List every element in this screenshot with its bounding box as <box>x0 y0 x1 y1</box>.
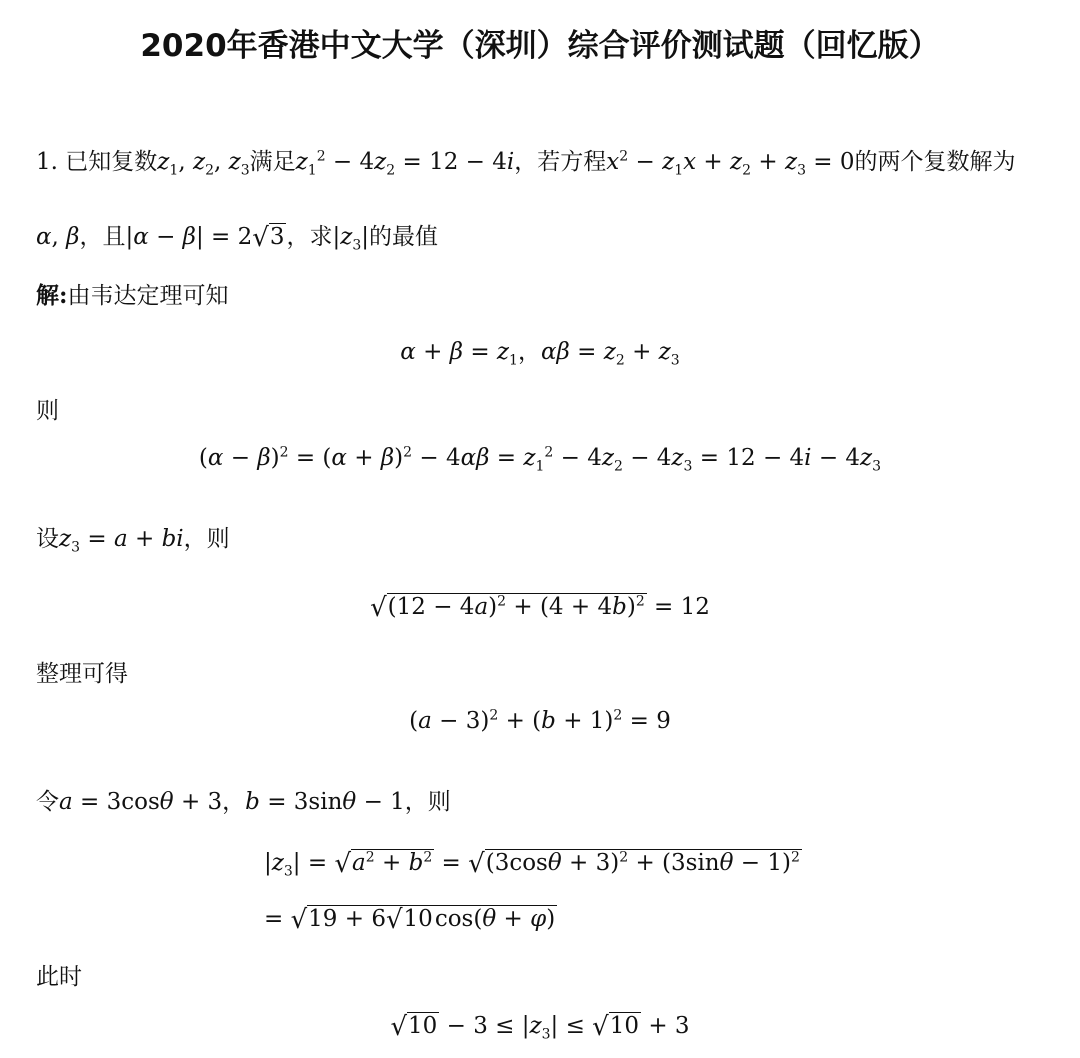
text-at-this: 此时 <box>36 964 82 990</box>
problem-given: 满足 <box>249 149 296 175</box>
problem-ask-tail: 的最值 <box>369 224 439 250</box>
text-parameterization: 令a = 3cosθ + 3，b = 3sinθ − 1，则 <box>36 789 451 815</box>
equation-modulus: $√(12 - 4a)^2 + (4 + 4b)^2 = 12$ <box>370 593 710 623</box>
param-then-label: ，则 <box>404 789 451 815</box>
equation-z3-modulus-1: $|z_3| = √a^2 + b^2 = √(3\cos\theta + 3)^2 + (3\sin\theta - 1)^2$ <box>264 849 800 880</box>
equation-circle: $(a - 3)^2 + (b + 1)^2 = 9$ <box>409 707 671 734</box>
solution-vieta-text: 由韦达定理可知 <box>67 283 229 309</box>
problem-condition-tail: ，若方程 <box>514 149 607 175</box>
then-label-2: ，则 <box>183 526 230 552</box>
solution-label: 解: <box>36 282 68 309</box>
equation-vieta: $\alpha + \beta = z_1$，$\alpha\beta = z_2 + z_3$ <box>400 339 680 369</box>
let-label: 设 <box>36 526 59 552</box>
problem-roots-text: 的两个复数解为 <box>854 149 1016 175</box>
page-title: 2020年香港中文大学（深圳）综合评价测试题（回忆版） <box>140 28 940 64</box>
problem-line-1: 1. 已知复数$z_1$, $z_2$, $z_3$满足$z_1^2 - 4z_2 = 12 - 4i$，若方程$x^2 - z_1x + z_2 + z_3 = 0$的两个复数解为 <box>36 148 1016 179</box>
problem-and: ，且 <box>79 224 126 250</box>
equation-z3-modulus-2: = √19 + 6√10cos(θ + φ) <box>264 905 556 935</box>
text-then-1: 则 <box>36 398 59 424</box>
equation-difference-square: $(\alpha - \beta)^2 = (\alpha + \beta)^2 - 4\alpha\beta = z_1^2 - 4z_2 - 4z_3 = 12 - 4i - 4z_3$ <box>198 444 882 475</box>
text-let-z3: 设$z_3 = a$ + bi，则 <box>36 526 230 556</box>
problem-line-2: α, β，且|α − β| = 2√3，求$|z_3|$的最值 <box>36 223 439 254</box>
text-simplify: 整理可得 <box>36 661 128 687</box>
problem-prefix: 1. 已知复数 <box>36 149 158 175</box>
solution-intro <box>36 277 229 310</box>
param-let-label: 令 <box>36 789 59 815</box>
problem-ask: ，求 <box>286 224 333 250</box>
equation-final-range: $√10 - 3 \le |z_3| \le √10 + 3$ <box>390 1012 690 1043</box>
